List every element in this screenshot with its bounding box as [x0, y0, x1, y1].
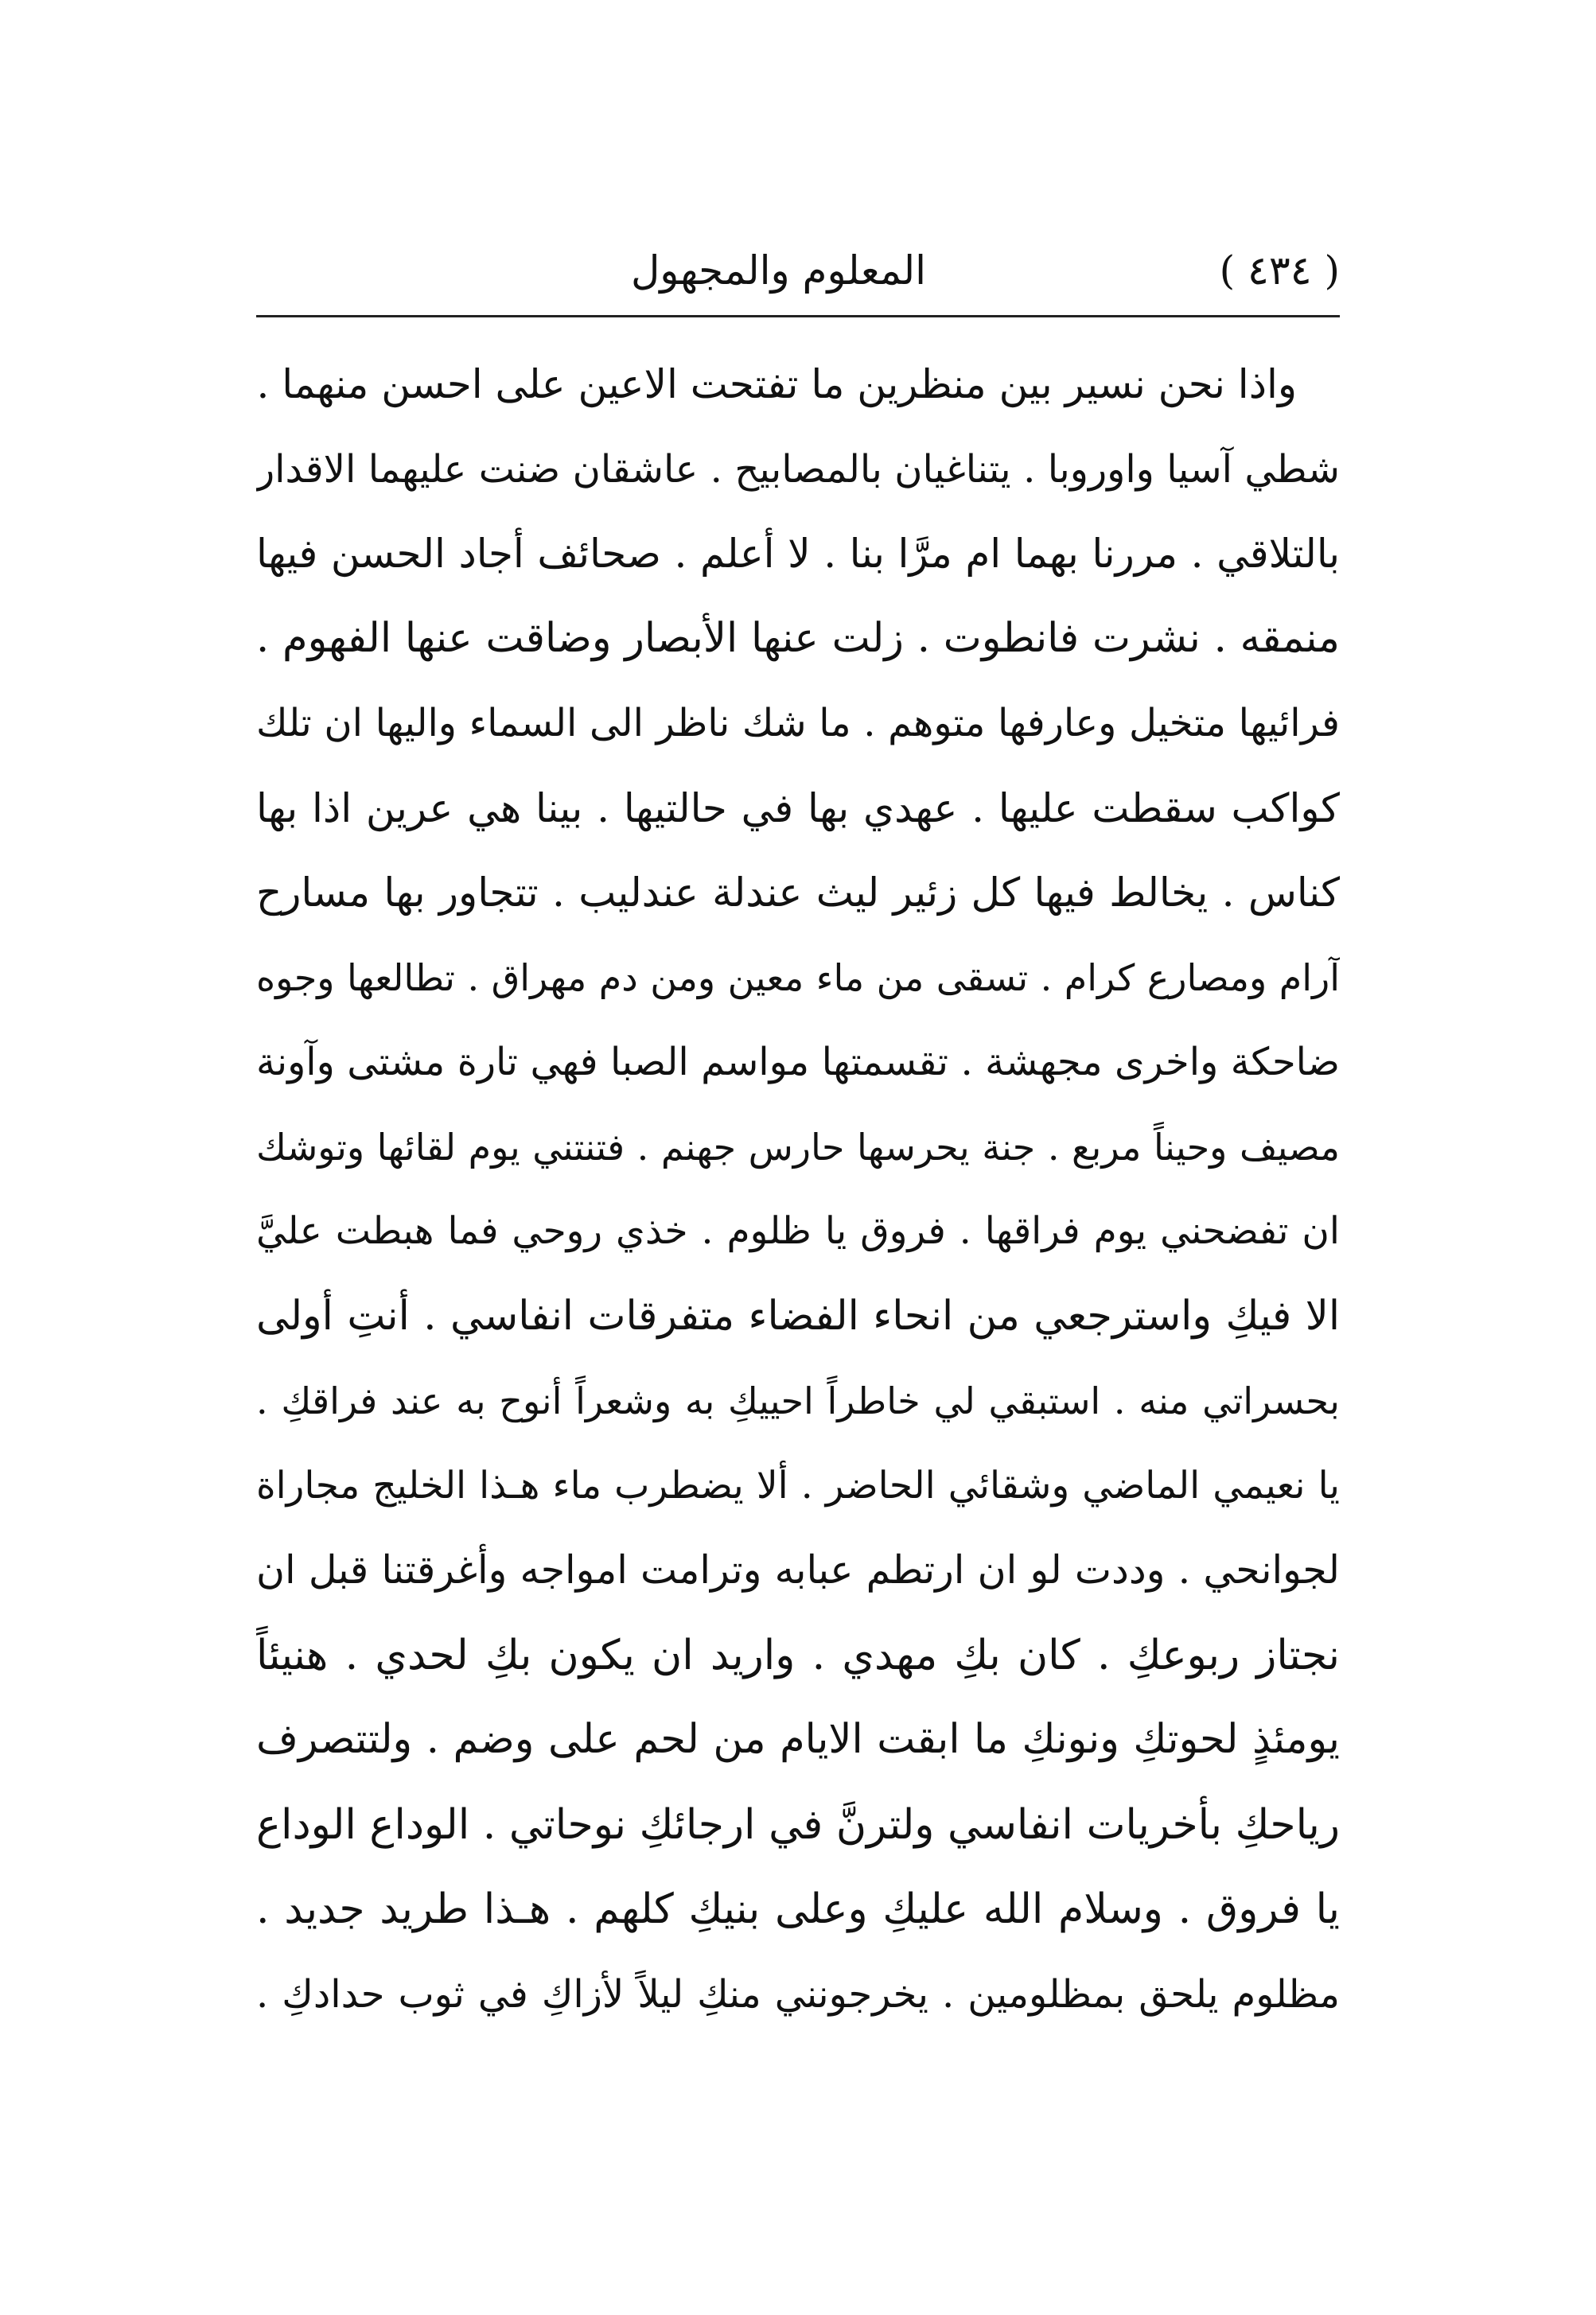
text-line-12: الا فيكِ واسترجعي من انحاء الفضاء متفرقات انفاسي . أنتِ أولى [256, 1292, 1340, 1340]
text-line-19: يا فروق . وسلام الله عليكِ وعلى بنيكِ كلهم . هـذا طريد جديد . [256, 1885, 1340, 1933]
text-line-9: ضاحكة واخرى مجهشة . تقسمتها مواسم الصبا فهي تارة مشتى وآونة [256, 1040, 1340, 1084]
text-line-17: يومئذٍ لحوتكِ ونونكِ ما ابقت الايام من لحم على وضم . ولتتصرف [256, 1716, 1340, 1763]
text-line-10: مصيف وحيناً مربع . جنة يحرسها حارس جهنم . فتنتني يوم لقائها وتوشك [256, 1125, 1340, 1169]
header-rule [256, 315, 1340, 317]
text-line-15: لجوانحي . وددت لو ان ارتطم عبابه وترامت امواجه وأغرقتنا قبل ان [256, 1547, 1340, 1593]
text-line-8: آرام ومصارع كرام . تسقى من ماء معين ومن دم مهراق . تطالعها وجوه [256, 955, 1340, 999]
page-number: ( ٤٣٤ ) [1219, 247, 1340, 294]
text-line-11: ان تفضحني يوم فراقها . فروق يا ظلوم . خذي روحي فما هبطت عليَّ [256, 1209, 1340, 1253]
text-line-3: بالتلاقي . مررنا بهما ام مرَّا بنا . لا أعلم . صحائف أجاد الحسن فيها [256, 531, 1340, 577]
text-line-7: كناس . يخالط فيها كل زئير ليث عندلة عندليب . تتجاور بها مسارح [256, 870, 1340, 916]
text-line-5: فرائيها متخيل وعارفها متوهم . ما شك ناظر الى السماء واليها ان تلك [256, 701, 1340, 745]
text-line-4: منمقه . نشرت فانطوت . زلت عنها الأبصار وضاقت عنها الفهوم . [256, 614, 1340, 662]
body-text [256, 342, 1340, 2037]
text-line-1: واذا نحن نسير بين منظرين ما تفتحت الاعين على احسن منهما . [256, 361, 1297, 407]
running-title: المعلوم والمجهول [630, 247, 926, 294]
text-line-16: نجتاز ربوعكِ . كان بكِ مهدي . واريد ان يكون بكِ لحدي . هنيئاً [256, 1631, 1340, 1679]
text-line-18: رياحكِ بأخريات انفاسي ولترنَّ في ارجائكِ نوحاتي . الوداع الوداع [256, 1800, 1340, 1849]
text-line-20: مظلوم يلحق بمظلومين . يخرجونني منكِ ليلاً لأزاكِ في ثوب حدادكِ . [256, 1971, 1340, 2017]
running-head [256, 239, 1340, 302]
text-line-2: شطي آسيا واوروبا . يتناغيان بالمصابيح . عاشقان ضنت عليهما الاقدار [256, 446, 1340, 492]
text-line-14: يا نعيمي الماضي وشقائي الحاضر . ألا يضطرب ماء هـذا الخليج مجاراة [256, 1463, 1340, 1508]
text-line-6: كواكب سقطت عليها . عهدي بها في حالتيها . بينا هي عرين اذا بها [256, 784, 1340, 831]
text-line-13: بحسراتي منه . استبقي لي خاطراً احييكِ به وشعراً أنوح به عند فراقكِ . [256, 1379, 1340, 1422]
